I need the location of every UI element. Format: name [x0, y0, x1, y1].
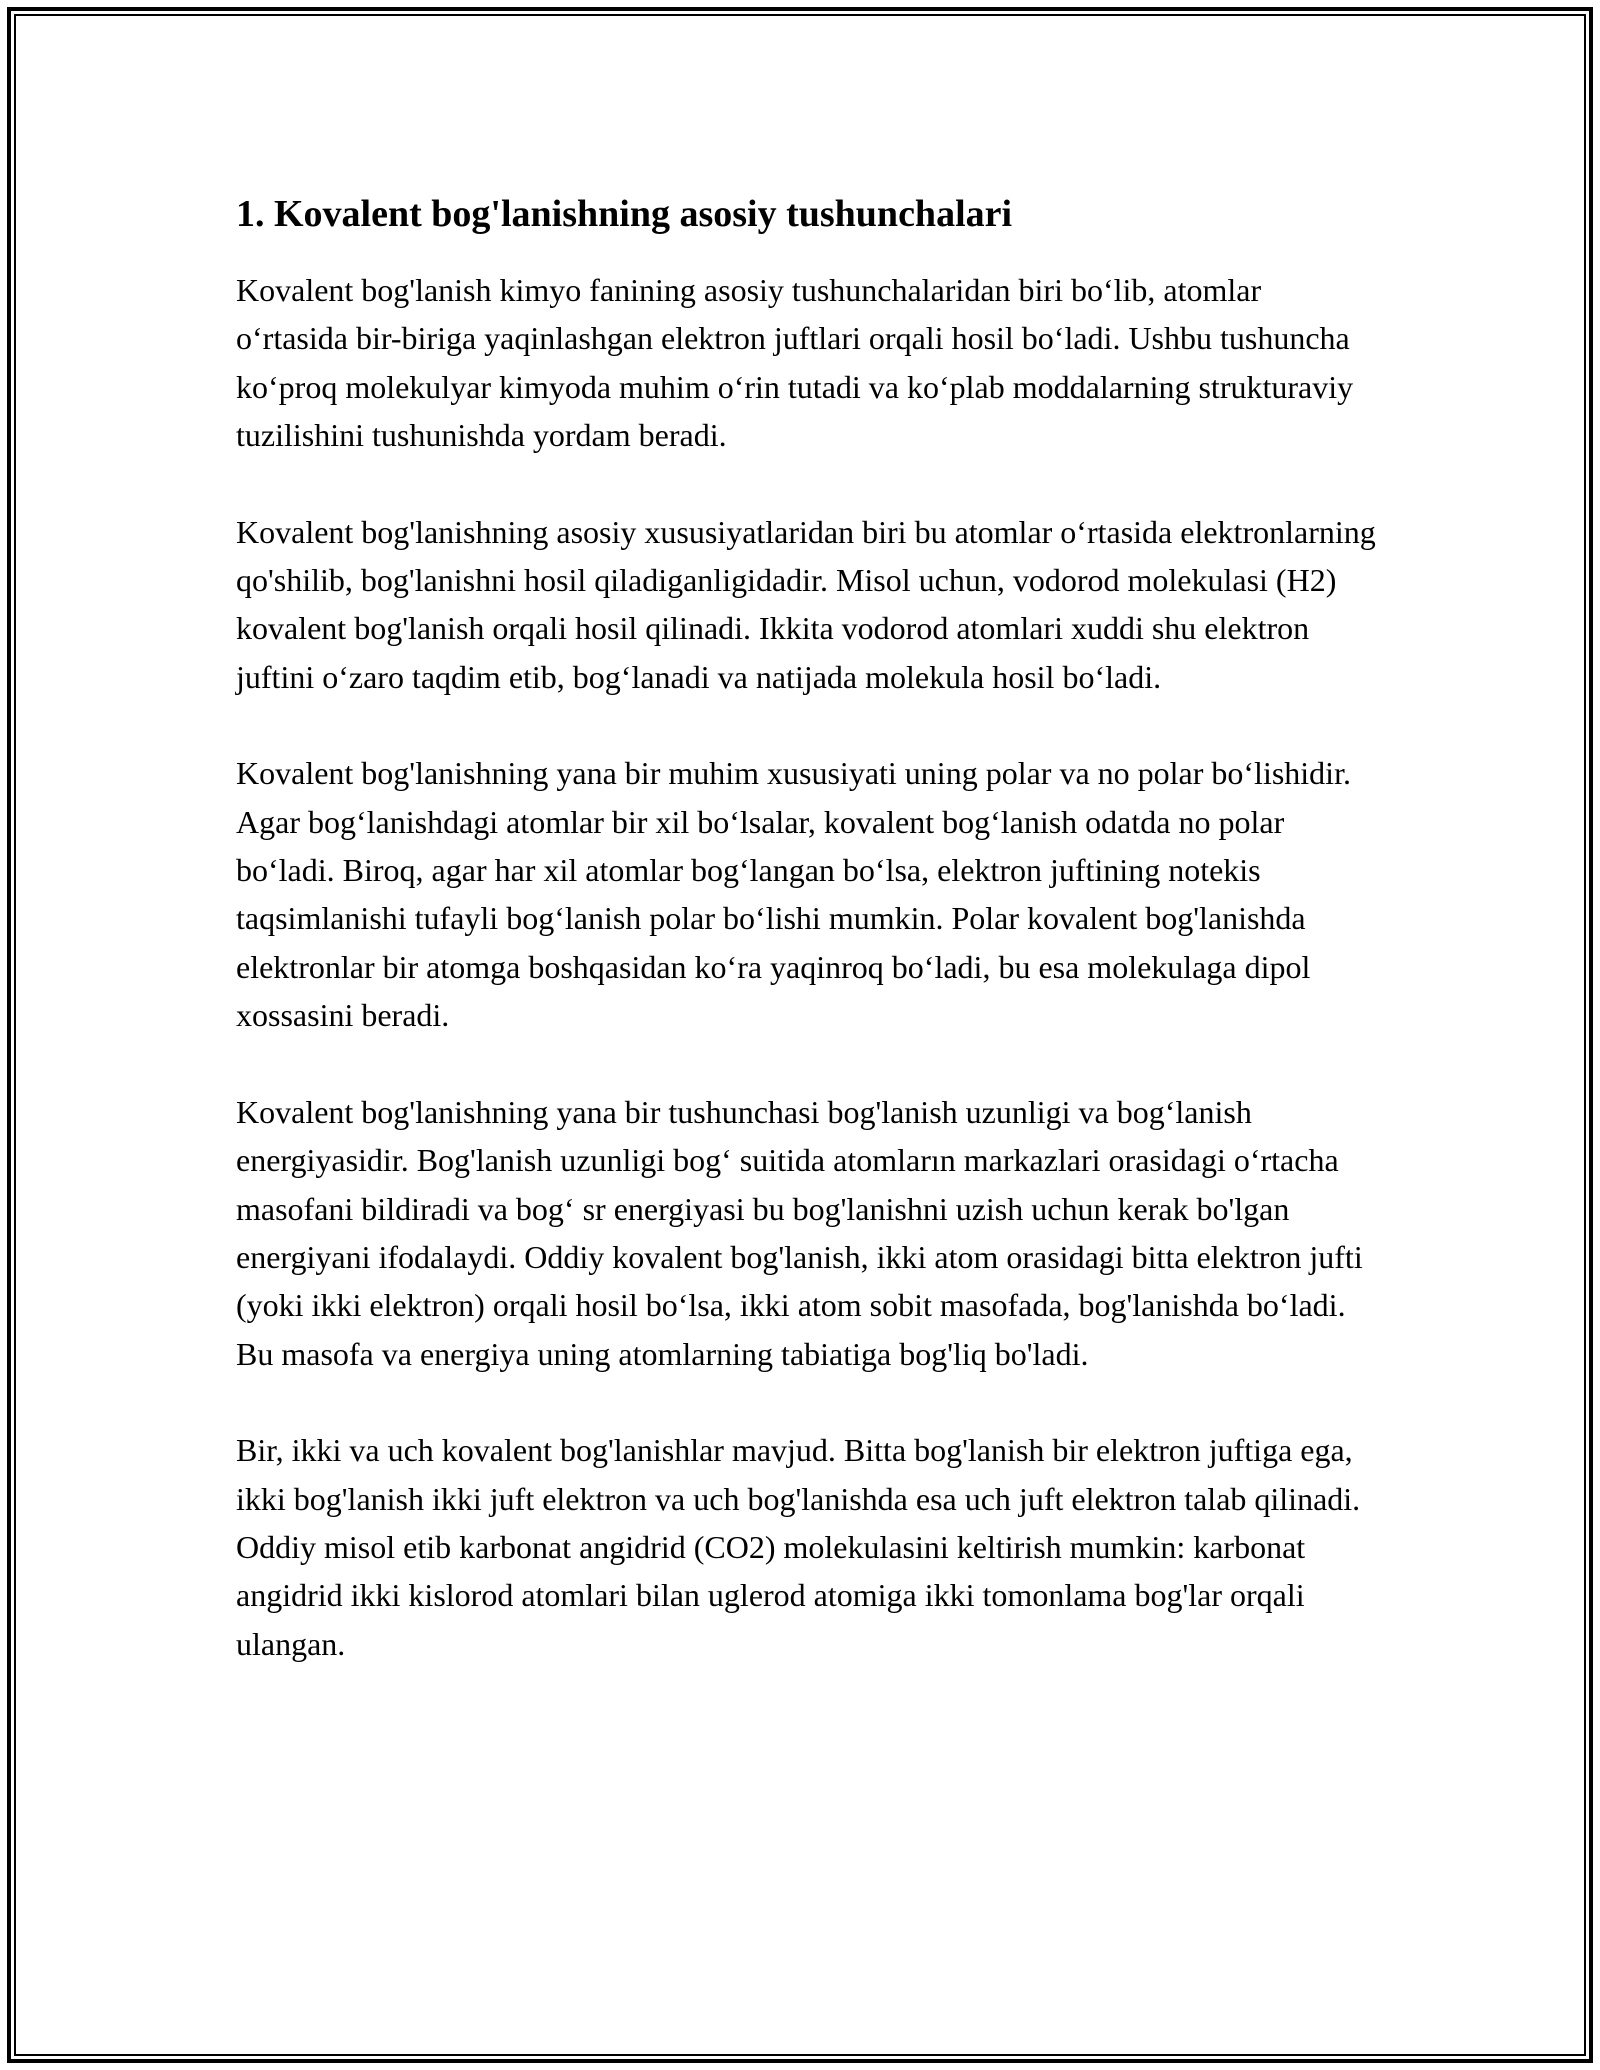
paragraph-electron-sharing: Kovalent bog'lanishning asosiy xususiyatlaridan biri bu atomlar o‘rtasida elektronlarning qo'shilib, bog'lanishni hosil qiladiganligidadir. Misol uchun, vodorod molekulasi (H2) kovalent bog'lanish orqali hosil qilinadi. Ikkita vodorod atomlari xuddi shu elektron juftini o‘zaro taqdim etib, bog‘lanadi va natijada molekula hosil bo‘ladi.	[236, 513, 1376, 695]
paragraph-polarity: Kovalent bog'lanishning yana bir muhim xususiyati uning polar va no polar bo‘lishidir. Agar bog‘lanishdagi atomlar bir xil bo‘lsalar, kovalent bog‘lanish odatda no polar bo‘ladi. Biroq, agar har xil atomlar bog‘langan bo‘lsa, elektron juftining notekis taqsimlanishi tufayli bog‘lanish polar bo‘lishi mumkin. Polar kovalent bog'lanishda elektronlar bir atomga boshqasidan ko‘ra yaqinroq bo‘ladi, bu esa molekulaga dipol xossasini beradi.	[236, 755, 1351, 1034]
paragraph-bond-multiplicity: Bir, ikki va uch kovalent bog'lanishlar mavjud. Bitta bog'lanish bir elektron juftiga ega, ikki bog'lanish ikki juft elektron va uch bog'lanishda esa uch juft elektron talab qilinadi. Oddiy misol etib karbonat angidrid (CO2) molekulasini keltirish mumkin: karbonat angidrid ikki kislorod atomlari bilan uglerod atomiga ikki tomonlama bog'lar orqali ulangan.	[236, 1432, 1361, 1662]
paragraph-bond-length-energy: Kovalent bog'lanishning yana bir tushunchasi bog'lanish uzunligi va bog‘lanish energiyasidir. Bog'lanish uzunligi bog‘ suitida atomların markazlari orasidagi o‘rtacha masofani bildiradi va bog‘ sr energiyasi bu bog'lanishni uzish uchun kerak bo'lgan energiyani ifodalaydi. Oddiy kovalent bog'lanish, ikki atom orasidagi bitta elektron jufti (yoki ikki elektron) orqali hosil bo‘lsa, ikki atom sobit masofada, bog'lanishda bo‘ladi. Bu masofa va energiya uning atomlarning tabiatiga bog'liq bo'ladi.	[236, 1093, 1363, 1372]
document-body	[236, 188, 1376, 1716]
paragraph-definition: Kovalent bog'lanish kimyo fanining asosiy tushunchalaridan biri bo‘lib, atomlar o‘rtasida bir-biriga yaqinlashgan elektron juftlari orqali hosil bo‘ladi. Ushbu tushuncha ko‘proq molekulyar kimyoda muhim o‘rin tutadi va ko‘plab moddalarning strukturaviy tuzilishini tushunishda yordam beradi.	[236, 272, 1354, 454]
section-heading: 1. Kovalent bog'lanishning asosiy tushunchalari	[236, 193, 1013, 235]
